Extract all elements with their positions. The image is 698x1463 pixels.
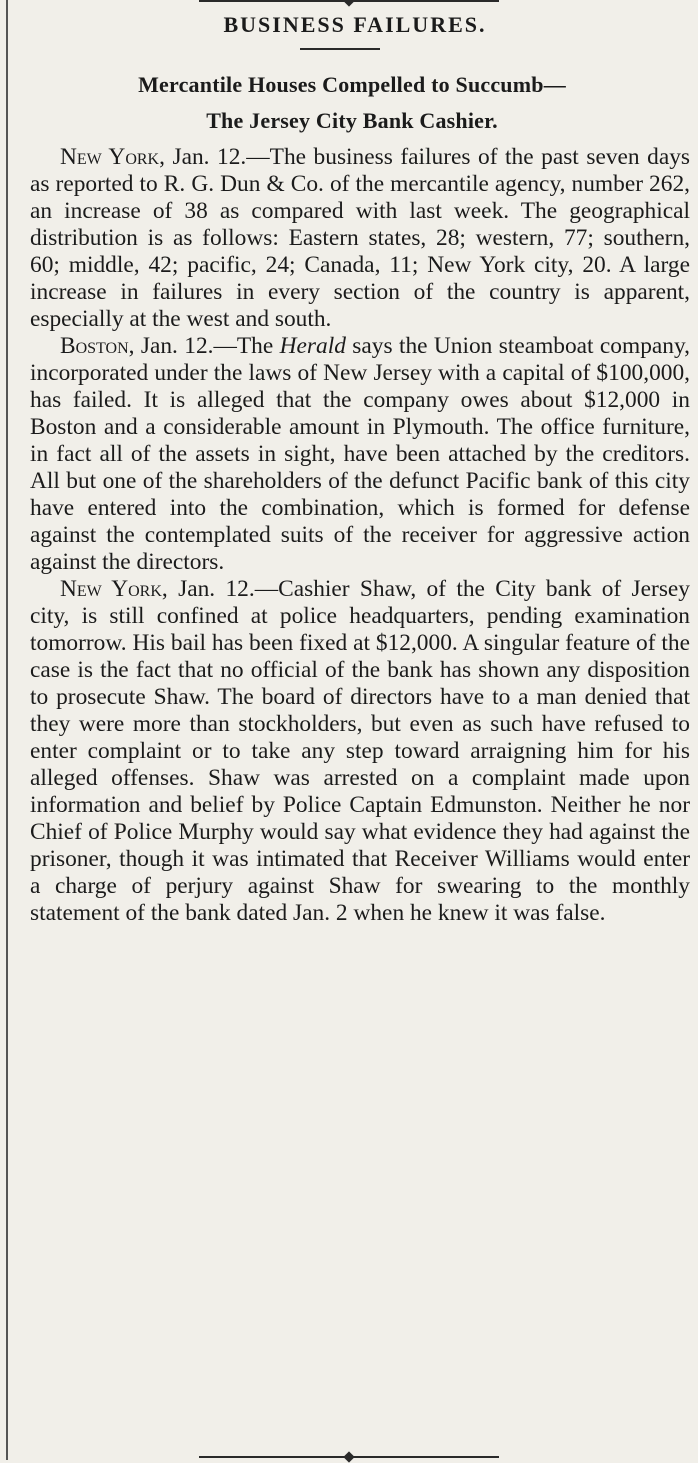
paragraph-cashier-shaw [30, 576, 690, 927]
subheadline-line-1: Mercantile Houses Compelled to Succumb— [138, 72, 566, 97]
paragraph-text: , Jan. 12.—The [128, 333, 280, 359]
paragraph-boston-steamboat [30, 333, 690, 576]
newspaper-name: Herald [279, 333, 346, 359]
dateline: Boston [60, 333, 129, 359]
bottom-ornament-rule [0, 1454, 698, 1460]
subheadline-line-2: The Jersey City Bank Cashier. [206, 108, 498, 133]
paragraph-text: says the Union steamboat company, incorporated under the laws of New Jersey with a capital of $100,000, has failed. It is alleged that the company owes about $12,000 in Boston and a considerable amount in Plymouth. The office furniture, in fact all of the assets in sight, have been attached by the creditors. All but one of the shareholders of the defunct Pacific bank of this city have entered into the combination, which is formed for defense against the contemplated suits of the receiver for aggressive action against the directors. [30, 333, 690, 575]
paragraph-text: , Jan. 12.—The business failures of the past seven days as reported to R. G. Dun & Co. of the mercantile agency, number 262, an increase of 38 as compared with last week. The geographical distribution is as follows: Eastern states, 28; western, 77; southern, 60; middle, 42; pacific, 24; Canada, 11; New York city, 20. A large increase in failures in every section of the country is apparent, especially at the west and south. [30, 144, 690, 332]
headline: BUSINESS FAILURES. [223, 12, 487, 37]
paragraph-text: , Jan. 12.—Cashier Shaw, of the City bank of Jersey city, is still confined at police headquarters, pending examination tomorrow. His bail has been fixed at $12,000. A singular feature of the case is the fact that no official of the bank has shown any disposition to prosecute Shaw. The board of directors have to a man denied that they were more than stockholders, but even as such have refused to enter complaint or to take any step toward arraigning him for his alleged offenses. Shaw was arrested on a complaint made upon information and belief by Police Captain Edmunston. Neither he nor Chief of Police Murphy would say what evidence they had against the prisoner, though it was intimated that Receiver Williams would enter a charge of perjury against Shaw for swearing to the monthly statement of the bank dated Jan. 2 when he knew it was false. [30, 576, 691, 926]
top-ornament-rule [0, 0, 698, 4]
paragraph-new-york-failures [30, 144, 690, 333]
article-body [30, 144, 690, 927]
headline-rule [300, 48, 380, 50]
column-rule [6, 0, 8, 1460]
dateline: New York [60, 144, 160, 170]
dateline: New York [60, 576, 162, 602]
